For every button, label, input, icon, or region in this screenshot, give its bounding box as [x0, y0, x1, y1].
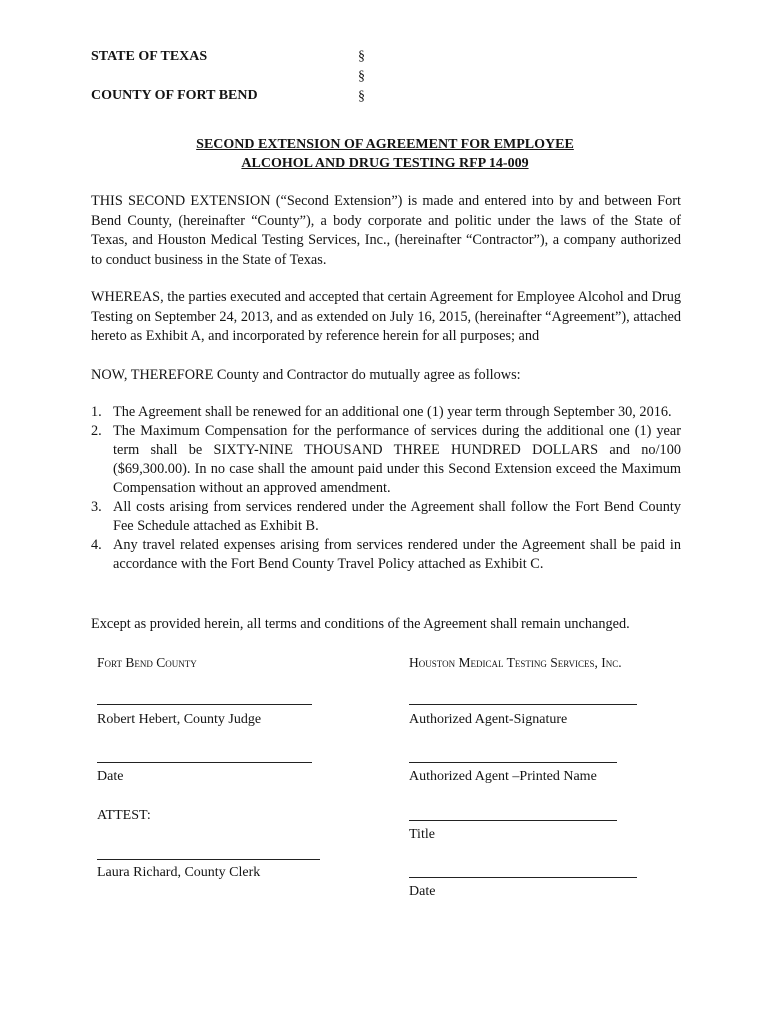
agent-signature-line[interactable] [409, 704, 637, 705]
state-caption: STATE OF TEXAS [91, 49, 208, 64]
list-item [91, 498, 681, 536]
intro-paragraph: THIS SECOND EXTENSION (“Second Extension”) is made and entered into by and between Fort Bend County, (hereinafter “County”), a body corporate and politic under the laws of the State of Texas, and Houston Medical Testing Services, Inc., (hereinafter “Contractor”), a company authorized to conduct business in the State of Texas. [91, 193, 681, 268]
county-date-line[interactable] [97, 762, 312, 763]
section-symbol: § [358, 89, 365, 104]
except-paragraph: Except as provided herein, all terms and conditions of the Agreement shall remain unchanged. [91, 616, 630, 632]
section-symbol: § [358, 69, 365, 84]
attest-label: ATTEST: [97, 808, 151, 823]
agent-date-label: Date [409, 884, 436, 899]
county-caption: COUNTY OF FORT BEND [91, 88, 258, 103]
right-party-label: Houston Medical Testing Services, Inc. [409, 655, 622, 670]
county-judge-signature-line[interactable] [97, 704, 312, 705]
list-item [91, 403, 681, 422]
list-number: 1. [91, 404, 102, 420]
list-number: 4. [91, 537, 102, 553]
document-title-line-1: SECOND EXTENSION OF AGREEMENT FOR EMPLOYEE [196, 137, 574, 152]
agent-title-line[interactable] [409, 820, 617, 821]
section-symbol: § [358, 49, 365, 64]
county-clerk-name: Laura Richard, County Clerk [97, 865, 261, 880]
list-item [91, 422, 681, 498]
agent-printed-name-label: Authorized Agent –Printed Name [409, 769, 597, 784]
terms-list [91, 403, 681, 574]
agent-printed-name-line[interactable] [409, 762, 617, 763]
county-clerk-signature-line[interactable] [97, 859, 320, 860]
whereas-paragraph: WHEREAS, the parties executed and accepted that certain Agreement for Employee Alcohol and Drug Testing on September 24, 2013, and as extended on July 16, 2015, (hereinafter “Agreement”), attached hereto as Exhibit A, and incorporated by reference herein for all purposes; and [91, 289, 681, 344]
list-item [91, 536, 681, 574]
left-party-label: Fort Bend County [97, 655, 197, 670]
term-text: All costs arising from services rendered under the Agreement shall follow the Fort Bend County Fee Schedule attached as Exhibit B. [113, 499, 681, 534]
agent-signature-label: Authorized Agent-Signature [409, 712, 568, 727]
document-title-line-2: ALCOHOL AND DRUG TESTING RFP 14-009 [241, 156, 529, 171]
list-number: 3. [91, 499, 102, 515]
now-therefore-paragraph: NOW, THEREFORE County and Contractor do mutually agree as follows: [91, 367, 521, 383]
county-date-label: Date [97, 769, 124, 784]
term-text: The Maximum Compensation for the performance of services during the additional one (1) year term shall be SIXTY-NINE THOUSAND THREE HUNDRED DOLLARS and no/100 ($69,300.00). In no case shall the amount paid under this Second Extension exceed the Maximum Compensation without an approved amendment. [113, 423, 681, 496]
list-number: 2. [91, 423, 102, 439]
agent-date-line[interactable] [409, 877, 637, 878]
term-text: Any travel related expenses arising from services rendered under the Agreement shall be paid in accordance with the Fort Bend County Travel Policy attached as Exhibit C. [113, 537, 681, 572]
agent-title-label: Title [409, 827, 435, 842]
county-judge-name: Robert Hebert, County Judge [97, 712, 262, 727]
term-text: The Agreement shall be renewed for an additional one (1) year term through September 30, 2016. [113, 404, 672, 420]
